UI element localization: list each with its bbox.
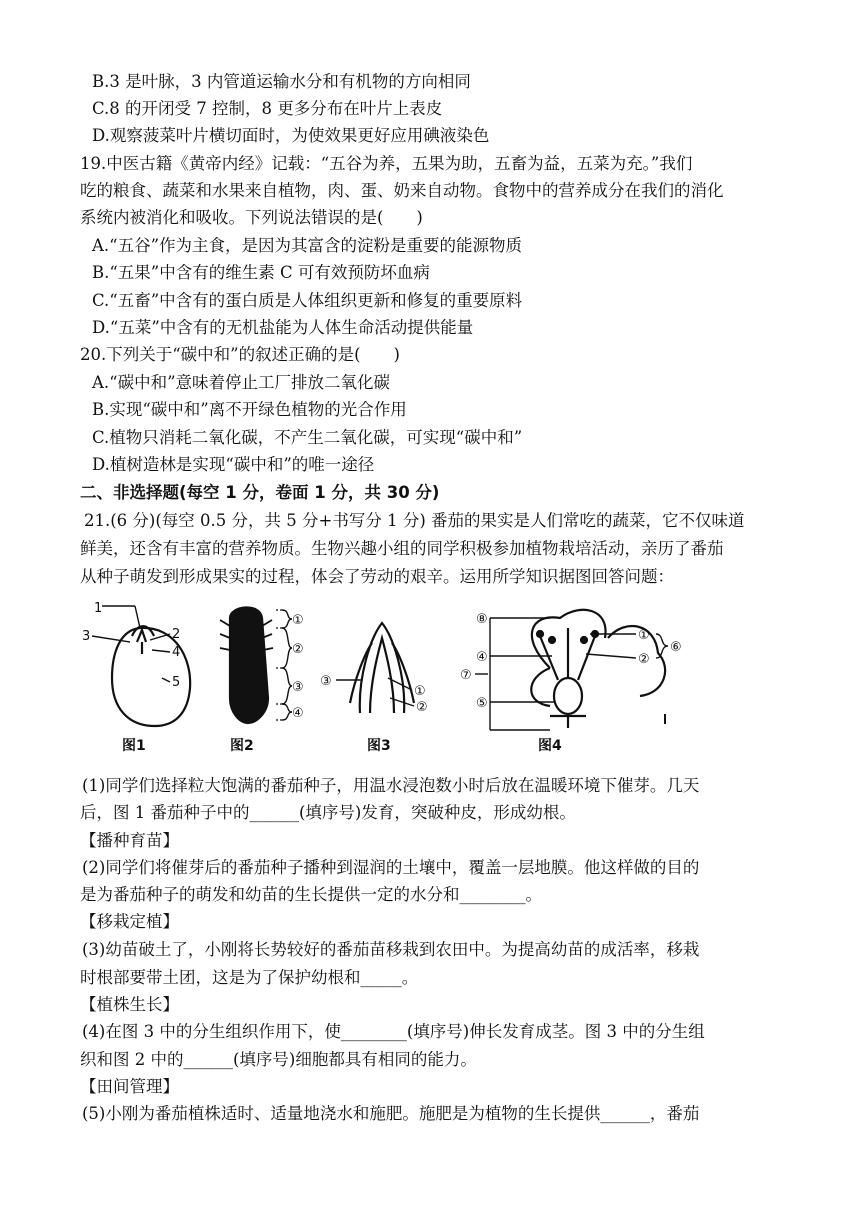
fig3-label-1: ① [414, 684, 426, 699]
fig3-label-2: ② [416, 700, 428, 715]
fig4-label-7: ⑦ [460, 668, 472, 683]
fig4-label-6: ⑥ [670, 640, 682, 655]
fig4-label-4: ④ [476, 650, 488, 665]
option-18-c: C.8 的开闭受 7 控制，8 更多分布在叶片上表皮 [92, 99, 443, 118]
question-21-line-1: 21.(6 分)(每空 0.5 分，共 5 分+书写分 1 分) 番茄的果实是人们常吃的蔬菜，它不仅味道 [84, 511, 745, 530]
stage-tag-transplant: 【移栽定植】 [80, 912, 179, 931]
figure-2-root-tip [220, 607, 292, 723]
fig4-label-8: ⑧ [476, 612, 488, 627]
sub-question-2-line-2: 是为番茄种子的萌发和幼苗的生长提供一定的水分和________。 [80, 885, 542, 904]
sub-question-2-line-1: (2)同学们将催芽后的番茄种子播种到湿润的土壤中，覆盖一层地膜。他这样做的目的 [82, 858, 700, 877]
question-19-line-2: 吃的粮食、蔬菜和水果来自植物，肉、蛋、奶来自动物。食物中的营养成分在我们的消化 [80, 181, 724, 200]
option-20-b: B.实现“碳中和”离不开绿色植物的光合作用 [92, 400, 407, 419]
question-19-line-3: 系统内被消化和吸收。下列说法错误的是( ) [80, 208, 423, 227]
stage-tag-management: 【田间管理】 [80, 1077, 179, 1096]
section-heading: 二、非选择题(每空 1 分，卷面 1 分，共 30 分) [80, 483, 440, 502]
sub-question-1-line-2: 后，图 1 番茄种子中的______(填序号)发育，突破种皮，形成幼根。 [80, 803, 576, 822]
sub-question-4-line-1: (4)在图 3 中的分生组织作用下，使________(填序号)伸长发育成茎。图 3 中的分生组 [82, 1022, 705, 1041]
fig2-caption: 图2 [230, 738, 254, 754]
fig1-label-1: 1 [94, 601, 103, 616]
sub-question-5-line-1: (5)小刚为番茄植株适时、适量地浇水和施肥。施肥是为植物的生长提供______，番茄 [82, 1104, 700, 1123]
fig1-label-4: 4 [172, 645, 181, 660]
sub-question-3-line-1: (3)幼苗破土了，小刚将长势较好的番茄苗移栽到农田中。为提高幼苗的成活率，移栽 [82, 940, 700, 959]
option-20-c: C.植物只消耗二氧化碳，不产生二氧化碳，可实现“碳中和” [92, 428, 523, 447]
fig3-caption: 图3 [367, 738, 391, 754]
option-19-c: C.“五畜”中含有的蛋白质是人体组织更新和修复的重要原料 [92, 291, 523, 310]
fig4-caption: 图4 [538, 738, 562, 754]
fig2-label-3: ③ [292, 680, 304, 695]
fig1-label-2: 2 [172, 627, 181, 642]
fig1-label-3: 3 [82, 629, 91, 644]
stage-tag-sowing: 【播种育苗】 [80, 831, 179, 850]
sub-question-4-line-2: 织和图 2 中的______(填序号)细胞都具有相同的能力。 [80, 1050, 477, 1069]
option-20-d: D.植树造林是实现“碳中和”的唯一途径 [92, 455, 375, 474]
fig4-label-1: ① [638, 628, 650, 643]
question-21-line-3: 从种子萌发到形成果实的过程，体会了劳动的艰辛。运用所学知识据图回答问题： [80, 567, 674, 586]
fig4-label-5: ⑤ [476, 696, 488, 711]
figure-3-shoot-tip [336, 623, 414, 713]
fig1-caption: 图1 [122, 738, 146, 754]
fig2-label-4: ④ [292, 706, 304, 721]
fig2-label-2: ② [292, 642, 304, 657]
option-20-a: A.“碳中和”意味着停止工厂排放二氧化碳 [92, 373, 391, 392]
sub-question-3-line-2: 时根部要带土团，这是为了保护幼根和_____。 [80, 968, 419, 987]
fig3-label-3: ③ [320, 674, 332, 689]
question-20: 20.下列关于“碳中和”的叙述正确的是( ) [80, 345, 400, 364]
figure-1-seed [92, 606, 190, 726]
option-19-d: D.“五菜”中含有的无机盐能为人体生命活动提供能量 [92, 318, 474, 337]
sub-question-1-line-1: (1)同学们选择粒大饱满的番茄种子，用温水浸泡数小时后放在温暖环境下催芽。几天 [82, 776, 700, 795]
option-19-b: B.“五果”中含有的维生素 C 可有效预防坏血病 [92, 263, 430, 282]
option-18-d: D.观察菠菜叶片横切面时，为使效果更好应用碘液染色 [92, 126, 490, 145]
fig2-label-1: ① [292, 613, 304, 628]
fig1-label-5: 5 [172, 675, 181, 690]
stage-tag-growth: 【植株生长】 [80, 995, 179, 1014]
fig4-label-2: ② [638, 652, 650, 667]
question-21-line-2: 鲜美，还含有丰富的营养物质。生物兴趣小组的同学积极参加植物栽培活动，亲历了番茄 [80, 539, 724, 558]
figures-panel [80, 598, 780, 758]
question-19-line-1: 19.中医古籍《黄帝内经》记载：“五谷为养，五果为助，五畜为益，五菜为充。”我们 [80, 154, 693, 173]
option-18-b: B.3 是叶脉，3 内管道运输水分和有机物的方向相同 [92, 72, 471, 91]
option-19-a: A.“五谷”作为主食，是因为其富含的淀粉是重要的能源物质 [92, 236, 523, 255]
